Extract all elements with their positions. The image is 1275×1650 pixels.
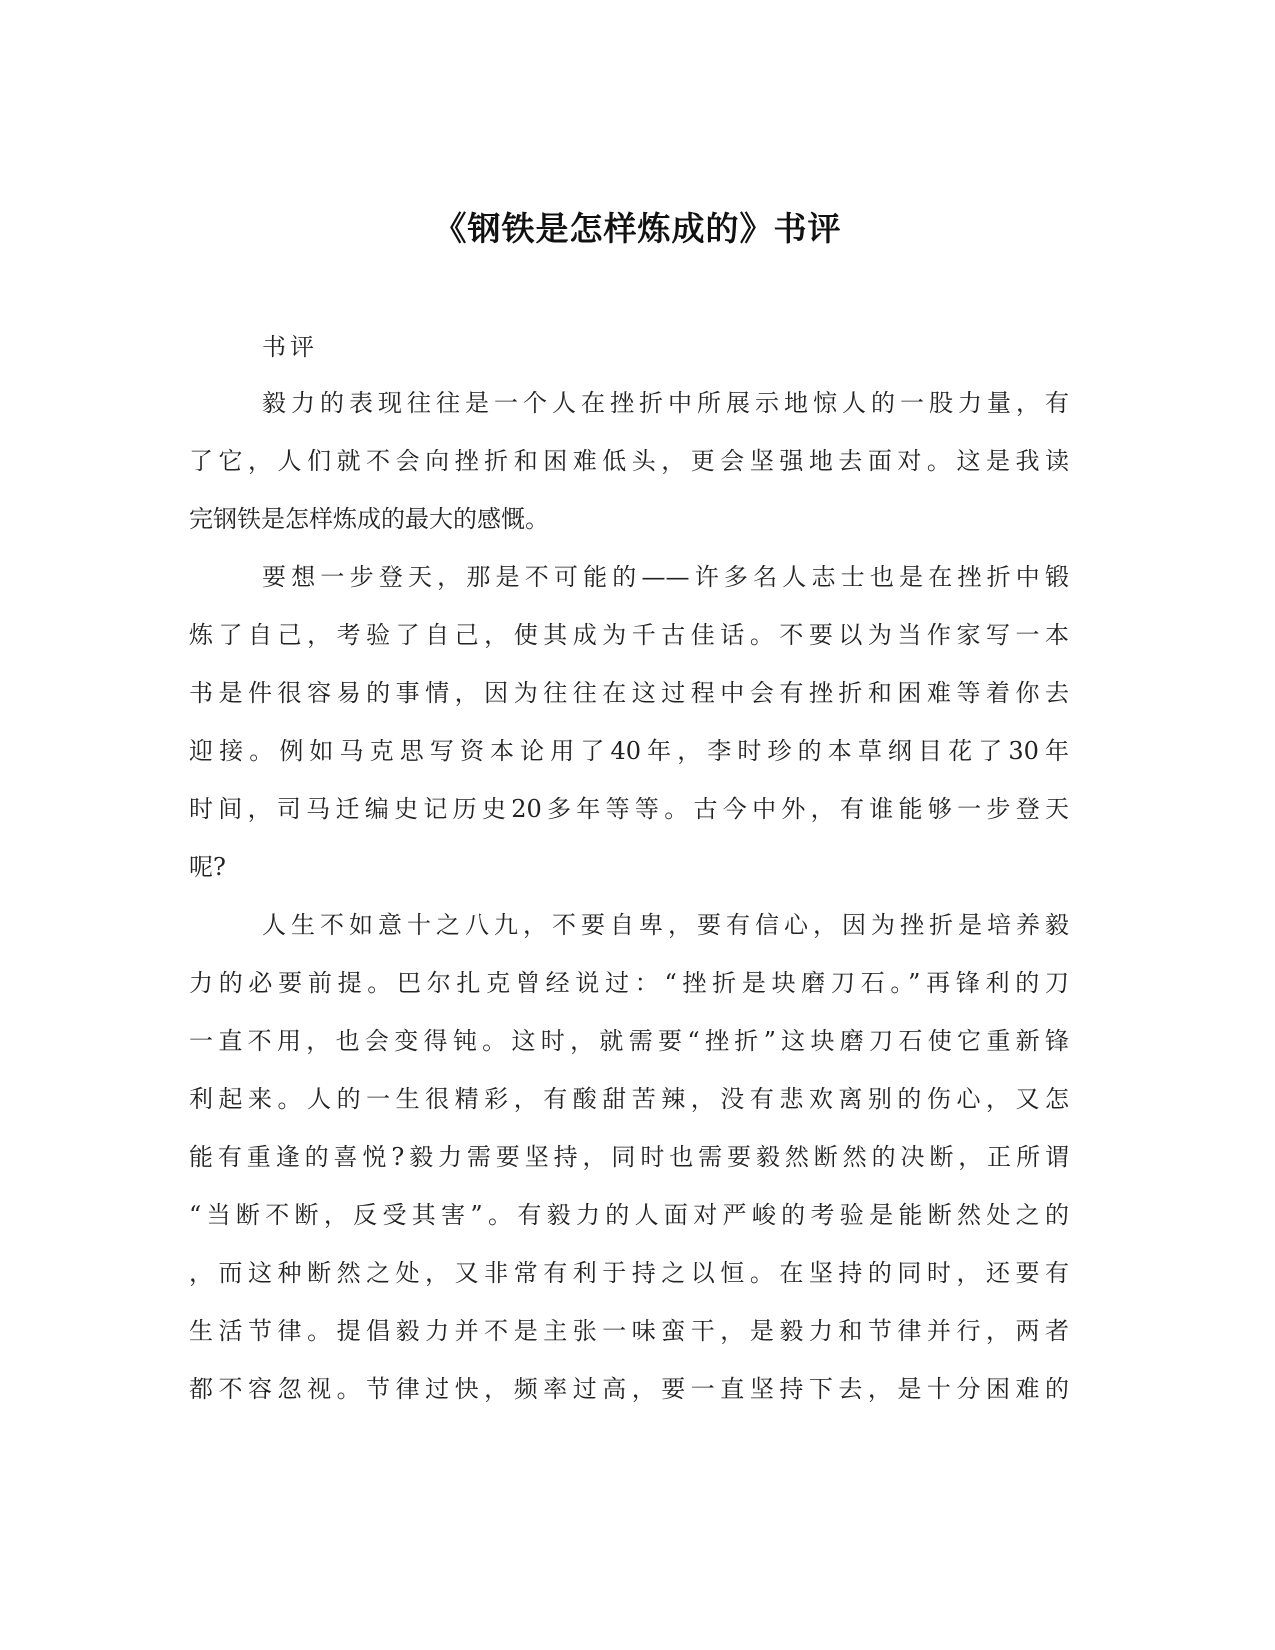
paragraph-1-line-2: 了它，人们就不会向挫折和困难低头，更会坚强地去面对。这是我读 xyxy=(189,447,1069,475)
paragraph-2-line-5: 时间，司马迁编史记历史20多年等等。古今中外，有谁能够一步登天 xyxy=(189,795,1069,823)
paragraph-3-line-4: 利起来。人的一生很精彩，有酸甜苦辣，没有悲欢离别的伤心，又怎 xyxy=(189,1085,1069,1113)
paragraph-3-line-7: ，而这种断然之处，又非常有利于持之以恒。在坚持的同时，还要有 xyxy=(189,1259,1069,1287)
paragraph-2-line-2: 炼了自己，考验了自己，使其成为千古佳话。不要以为当作家写一本 xyxy=(189,621,1069,649)
document-title: 《钢铁是怎样炼成的》书评 xyxy=(433,209,842,248)
paragraph-3-line-6: “当断不断，反受其害”。有毅力的人面对严峻的考验是能断然处之的 xyxy=(189,1201,1069,1229)
paragraph-2-line-4: 迎接。例如马克思写资本论用了40年，李时珍的本草纲目花了30年 xyxy=(189,737,1069,765)
paragraph-3-line-3: 一直不用，也会变得钝。这时，就需要“挫折”这块磨刀石使它重新锋 xyxy=(189,1027,1069,1055)
paragraph-3-line-2: 力的必要前提。巴尔扎克曾经说过：“挫折是块磨刀石。”再锋利的刀 xyxy=(189,969,1069,997)
paragraph-1-line-3: 完钢铁是怎样炼成的最大的感慨。 xyxy=(189,505,549,533)
document-subheading: 书评 xyxy=(262,333,318,361)
paragraph-3-line-1: 人生不如意十之八九，不要自卑，要有信心，因为挫折是培养毅 xyxy=(262,911,1069,939)
paragraph-2-line-1: 要想一步登天，那是不可能的——许多名人志士也是在挫折中锻 xyxy=(262,563,1069,591)
paragraph-1-line-1: 毅力的表现往往是一个人在挫折中所展示地惊人的一股力量，有 xyxy=(262,389,1069,417)
paragraph-3-line-5: 能有重逢的喜悦?毅力需要坚持，同时也需要毅然断然的决断，正所谓 xyxy=(189,1143,1069,1171)
paragraph-2-line-6: 呢? xyxy=(189,853,226,881)
paragraph-2-line-3: 书是件很容易的事情，因为往往在这过程中会有挫折和困难等着你去 xyxy=(189,679,1069,707)
paragraph-3-line-9: 都不容忽视。节律过快，频率过高，要一直坚持下去，是十分困难的 xyxy=(189,1375,1069,1403)
paragraph-3-line-8: 生活节律。提倡毅力并不是主张一味蛮干，是毅力和节律并行，两者 xyxy=(189,1317,1069,1345)
